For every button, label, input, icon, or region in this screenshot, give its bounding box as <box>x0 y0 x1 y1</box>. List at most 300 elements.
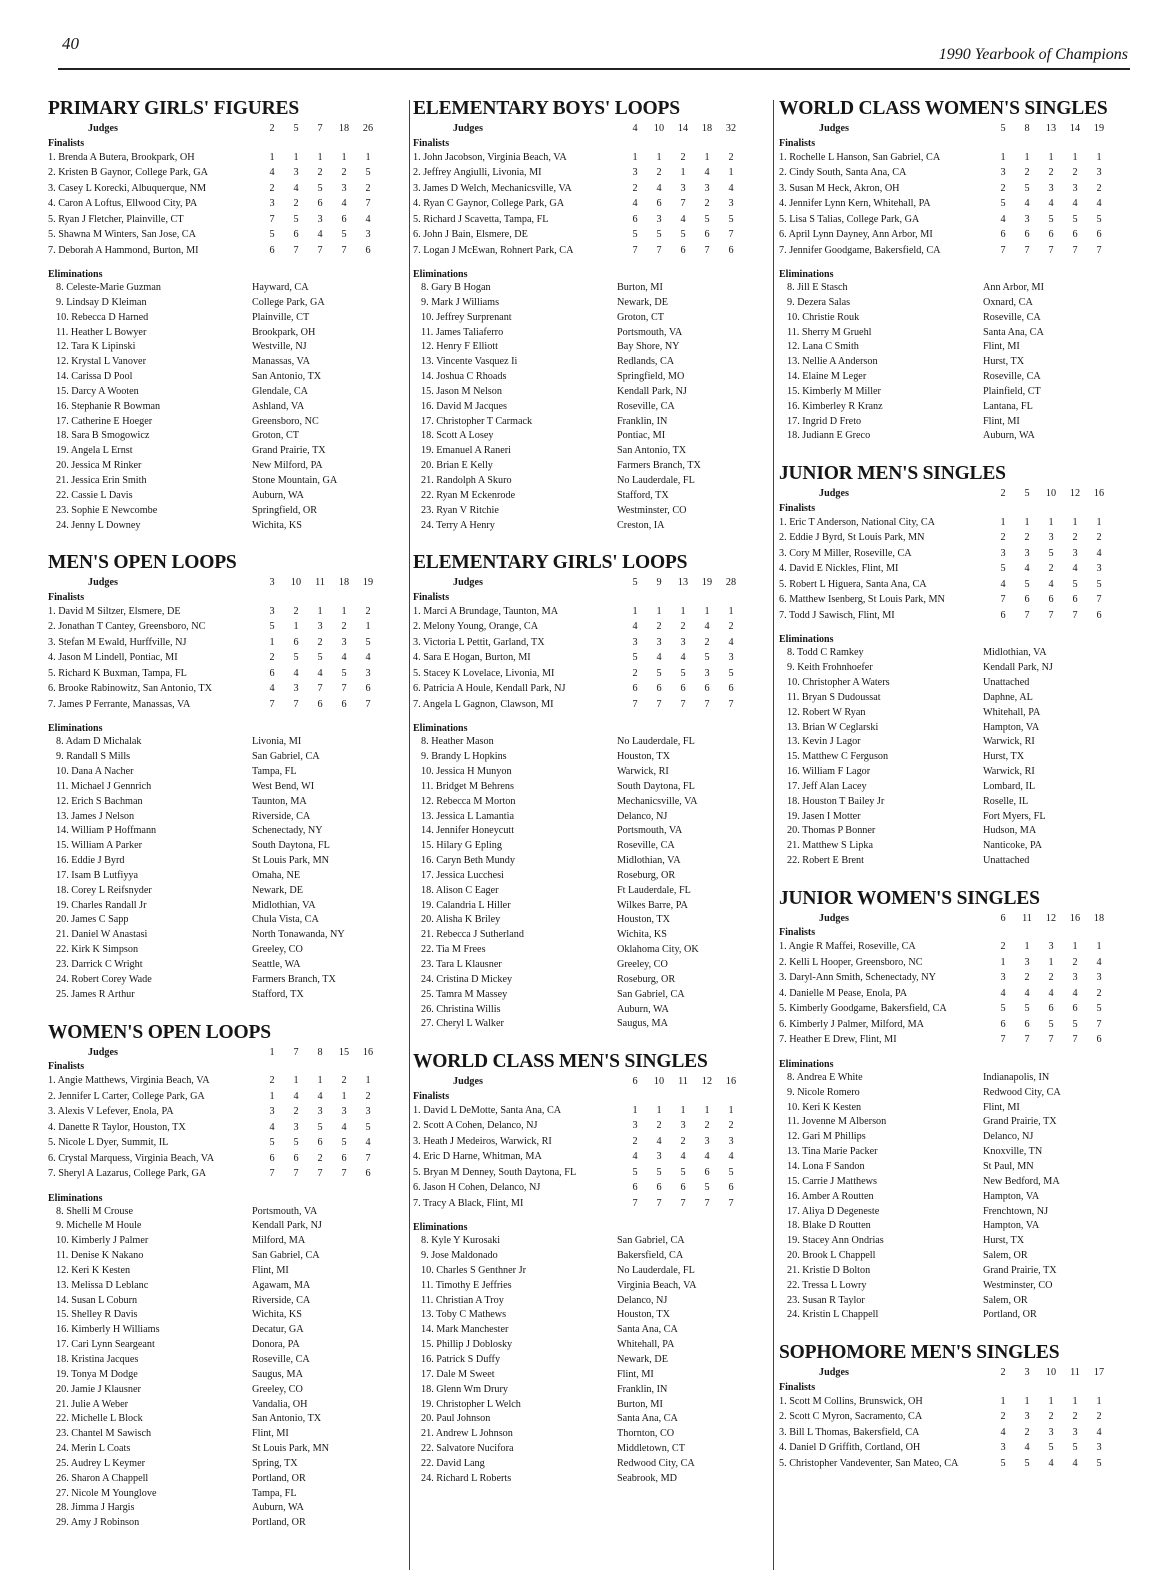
judge-placement: 5 <box>1096 213 1102 225</box>
judge-placement: 2 <box>1072 532 1078 544</box>
judge-number: 19 <box>362 577 374 589</box>
judge-placement: 2 <box>269 1075 275 1087</box>
skater-name: 12. Henry F Elliott <box>421 341 498 353</box>
column-divider <box>409 100 410 1570</box>
skater-city: Daphne, AL <box>983 691 1033 703</box>
judge-placement: 1 <box>365 621 371 633</box>
judge-placement: 2 <box>1000 941 1006 953</box>
judge-placement: 3 <box>1000 547 1006 559</box>
elimination-row <box>48 1249 380 1264</box>
finalist-name: 3. Heath J Medeiros, Warwick, RI <box>413 1135 552 1147</box>
skater-name: 24. Richard L Roberts <box>421 1472 512 1484</box>
judge-placement: 2 <box>1096 987 1102 999</box>
judge-placement: 6 <box>1024 1018 1030 1030</box>
finalist-row <box>48 243 380 259</box>
finalist-row <box>779 181 1111 197</box>
judge-placement: 7 <box>269 698 275 710</box>
elimination-row <box>413 839 743 854</box>
elimination-row <box>779 824 1111 839</box>
judge-placement: 7 <box>728 698 734 710</box>
judge-number: 19 <box>1093 123 1105 134</box>
judge-placement: 5 <box>632 652 638 664</box>
judge-placement: 7 <box>317 1168 323 1180</box>
judges-label: Judges <box>819 912 850 924</box>
elimination-row <box>413 1457 743 1472</box>
judge-placement: 3 <box>680 182 686 194</box>
finalist-row <box>413 165 743 181</box>
judge-placement: 1 <box>728 167 734 178</box>
elimination-row <box>48 370 380 385</box>
skater-city: Whitehall, PA <box>983 706 1041 718</box>
judge-placement: 3 <box>365 667 371 679</box>
skater-name: 19. Christopher L Welch <box>421 1398 521 1410</box>
elimination-row <box>413 355 743 370</box>
judge-placement: 2 <box>293 1106 299 1118</box>
judge-placement: 4 <box>317 1090 323 1102</box>
finalist-row <box>413 681 743 697</box>
elimination-row <box>48 824 380 839</box>
judge-placement: 4 <box>317 667 323 679</box>
finalist-row <box>413 1149 743 1165</box>
judge-number: 12 <box>1069 488 1081 500</box>
judge-placement: 7 <box>341 244 347 256</box>
skater-city: Greeley, CO <box>252 944 303 956</box>
judge-placement: 6 <box>728 1182 734 1194</box>
judge-placement: 5 <box>1000 198 1006 209</box>
judge-placement: 7 <box>1072 609 1078 621</box>
judge-placement: 3 <box>632 636 638 648</box>
judge-placement: 6 <box>269 244 275 256</box>
elimination-row <box>413 1412 743 1427</box>
skater-name: 15. Hilary G Epling <box>421 840 502 852</box>
judge-placement: 2 <box>728 1120 734 1132</box>
finalist-row <box>779 165 1111 181</box>
judge-placement: 7 <box>680 1197 686 1209</box>
finalists-label: Finalists <box>48 137 85 149</box>
elimination-row <box>413 1338 743 1353</box>
skater-city: St Louis Park, MN <box>252 855 329 867</box>
judge-placement: 2 <box>293 198 299 209</box>
judge-placement: 1 <box>365 151 371 163</box>
elimination-row <box>48 400 380 415</box>
elimination-row <box>413 1427 743 1442</box>
skater-name: 17. Dale M Sweet <box>421 1368 495 1380</box>
skater-city: Seabrook, MD <box>617 1472 677 1484</box>
finalist-row <box>779 1425 1111 1441</box>
elimination-row <box>48 1338 380 1353</box>
judge-placement: 2 <box>680 621 686 633</box>
judge-placement: 4 <box>1000 987 1006 999</box>
skater-name: 22. David Lang <box>421 1457 485 1469</box>
skater-name: 21. Randolph A Skuro <box>421 474 512 486</box>
elimination-row <box>779 1175 1111 1190</box>
judge-number: 8 <box>1024 123 1030 134</box>
elimination-row <box>413 1294 743 1309</box>
elimination-row <box>48 1219 380 1234</box>
skater-city: Frenchtown, NJ <box>983 1205 1049 1217</box>
finalist-row <box>48 1151 380 1167</box>
judge-placement: 4 <box>269 167 275 178</box>
skater-name: 14. William P Hoffmann <box>56 825 157 837</box>
judge-placement: 7 <box>1000 244 1006 256</box>
skater-city: Seattle, WA <box>252 959 301 970</box>
skater-city: Unattached <box>983 855 1030 867</box>
judge-placement: 1 <box>341 151 347 163</box>
elimination-row <box>413 854 743 869</box>
judge-placement: 7 <box>1000 1034 1006 1046</box>
judge-placement: 4 <box>341 1121 347 1133</box>
skater-name: 11. Michael J Gennrich <box>56 780 152 792</box>
judge-placement: 2 <box>1000 182 1006 194</box>
skater-city: San Antonio, TX <box>252 371 322 383</box>
skater-city: Brookpark, OH <box>252 326 316 338</box>
finalist-name: 5. Stacey K Lovelace, Livonia, MI <box>413 667 555 679</box>
skater-name: 22. Robert E Brent <box>787 855 864 867</box>
judge-placement: 1 <box>1000 151 1006 163</box>
judge-placement: 4 <box>728 182 734 194</box>
judge-placement: 4 <box>1000 213 1006 225</box>
judge-placement: 3 <box>1048 941 1054 953</box>
judge-placement: 1 <box>656 605 662 617</box>
skater-city: Middletown, CT <box>617 1443 685 1455</box>
skater-city: Warwick, RI <box>983 736 1035 748</box>
finalist-name: 2. Jennifer L Carter, College Park, GA <box>48 1090 205 1102</box>
judge-placement: 2 <box>317 1152 323 1164</box>
skater-name: 20. Jamie J Klausner <box>56 1383 141 1395</box>
skater-name: 13. Brian W Ceglarski <box>787 721 879 733</box>
judge-placement: 4 <box>341 652 347 664</box>
finalist-name: 4. Eric D Harne, Whitman, MA <box>413 1151 542 1163</box>
judge-placement: 1 <box>680 1104 686 1116</box>
finalist-row <box>779 955 1111 971</box>
judge-placement: 2 <box>728 151 734 163</box>
skater-name: 22. Michelle L Block <box>56 1413 143 1425</box>
judge-placement: 1 <box>269 636 275 648</box>
judge-placement: 1 <box>632 151 638 163</box>
finalist-name: 7. Todd J Sawisch, Flint, MI <box>779 609 895 621</box>
skater-name: 25. Tamra M Massey <box>421 988 508 1000</box>
finalist-row <box>779 592 1111 608</box>
judge-placement: 2 <box>341 167 347 178</box>
judge-placement: 7 <box>365 198 371 209</box>
results-section <box>48 1020 380 1532</box>
judge-placement: 4 <box>680 1151 686 1163</box>
skater-city: Delanco, NJ <box>983 1131 1034 1143</box>
finalist-name: 6. April Lynn Dayney, Ann Arbor, MI <box>779 229 933 240</box>
skater-city: Glendale, CA <box>252 385 309 397</box>
skater-name: 17. Aliya D Degeneste <box>787 1205 880 1217</box>
finalist-row <box>48 1104 380 1120</box>
skater-name: 17. Isam B Lutfiyya <box>56 869 139 881</box>
elimination-row <box>48 281 380 296</box>
judge-placement: 1 <box>341 1090 347 1102</box>
judge-placement: 5 <box>1072 213 1078 225</box>
skater-city: Flint, MI <box>252 1264 289 1276</box>
skater-city: Lombard, IL <box>983 780 1036 792</box>
judge-placement: 6 <box>1096 229 1102 240</box>
elimination-row <box>413 311 743 326</box>
skater-name: 20. Brian E Kelly <box>421 460 493 472</box>
judge-placement: 4 <box>1000 578 1006 590</box>
skater-city: Vandalia, OH <box>252 1398 308 1410</box>
elimination-row <box>48 385 380 400</box>
finalist-name: 2. Scott A Cohen, Delanco, NJ <box>413 1120 538 1132</box>
judge-number: 10 <box>290 577 302 589</box>
finalist-row <box>779 1456 1111 1472</box>
skater-city: Indianapolis, IN <box>983 1071 1050 1083</box>
finalist-row <box>48 619 380 635</box>
judge-number: 7 <box>293 1046 299 1058</box>
judge-placement: 1 <box>269 151 275 163</box>
judge-placement: 7 <box>1096 244 1102 256</box>
judge-placement: 3 <box>1096 167 1102 178</box>
finalist-name: 3. Alexis V Lefever, Enola, PA <box>48 1106 174 1118</box>
finalist-row <box>48 181 380 197</box>
skater-city: Plainfield, CT <box>983 385 1041 397</box>
results-section <box>413 550 743 1032</box>
elimination-row <box>48 1205 380 1220</box>
elimination-row <box>48 1516 380 1531</box>
judge-number: 12 <box>701 1076 713 1088</box>
skater-name: 11. Christian A Troy <box>421 1294 504 1306</box>
elimination-row <box>413 913 743 928</box>
judge-placement: 5 <box>680 1166 686 1178</box>
judge-placement: 6 <box>365 244 371 256</box>
elimination-row <box>779 385 1111 400</box>
elimination-row <box>48 519 380 534</box>
eliminations-label: Eliminations <box>413 269 468 280</box>
skater-name: 10. Christie Rouk <box>787 311 860 323</box>
skater-city: Roseburg, OR <box>617 869 676 881</box>
judge-placement: 1 <box>1072 941 1078 953</box>
elimination-row <box>48 474 380 489</box>
finalist-name: 1. David L DeMotte, Santa Ana, CA <box>413 1104 562 1116</box>
judge-placement: 1 <box>1096 941 1102 953</box>
skater-name: 12. Robert W Ryan <box>787 706 866 718</box>
judge-placement: 7 <box>1024 609 1030 621</box>
skater-city: West Bend, WI <box>252 780 315 792</box>
judge-placement: 6 <box>632 213 638 225</box>
finalists-label: Finalists <box>779 1381 816 1393</box>
judge-placement: 4 <box>1096 198 1102 209</box>
judge-placement: 5 <box>704 652 710 664</box>
finalist-row <box>413 150 743 166</box>
elimination-row <box>48 913 380 928</box>
judge-placement: 5 <box>680 229 686 240</box>
judge-placement: 3 <box>317 621 323 633</box>
skater-name: 8. Celeste-Marie Guzman <box>56 282 161 293</box>
judge-placement: 7 <box>1072 1034 1078 1046</box>
eliminations-label: Eliminations <box>413 1222 468 1234</box>
judge-placement: 5 <box>293 213 299 225</box>
judge-placement: 5 <box>728 667 734 679</box>
skater-name: 13. Jessica L Lamantia <box>421 810 514 822</box>
finalist-name: 5. Bryan M Denney, South Daytona, FL <box>413 1166 577 1178</box>
judge-number: 10 <box>1045 1367 1057 1379</box>
judge-placement: 1 <box>1024 941 1030 953</box>
judge-placement: 4 <box>1072 1457 1078 1469</box>
skater-city: Kendall Park, NJ <box>617 385 687 397</box>
skater-name: 22. Kirk K Simpson <box>56 944 139 956</box>
elimination-row <box>413 943 743 958</box>
skater-name: 18. Houston T Bailey Jr <box>787 795 885 807</box>
judge-placement: 2 <box>1096 532 1102 544</box>
skater-city: Ft Lauderdale, FL <box>617 884 691 896</box>
finalist-name: 6. Crystal Marquess, Virginia Beach, VA <box>48 1152 215 1164</box>
elimination-row <box>779 780 1111 795</box>
elimination-row <box>779 765 1111 780</box>
elimination-row <box>413 1323 743 1338</box>
finalist-row <box>779 150 1111 166</box>
judge-placement: 3 <box>1048 532 1054 544</box>
judge-placement: 1 <box>1000 956 1006 968</box>
finalist-name: 2. Jeffrey Angiulli, Livonia, MI <box>413 167 542 178</box>
judge-placement: 2 <box>365 605 371 617</box>
elimination-row <box>779 646 1111 661</box>
skater-city: North Tonawanda, NY <box>252 929 345 941</box>
judge-placement: 7 <box>341 683 347 695</box>
skater-city: Hampton, VA <box>983 1190 1040 1202</box>
skater-city: Newark, DE <box>617 1353 668 1365</box>
judge-placement: 1 <box>632 1104 638 1116</box>
elimination-row <box>48 1368 380 1383</box>
judge-placement: 7 <box>1048 1034 1054 1046</box>
skater-name: 15. Matthew C Ferguson <box>787 751 889 763</box>
skater-name: 9. Mark J Williams <box>421 296 500 308</box>
elimination-row <box>779 661 1111 676</box>
skater-name: 25. James R Arthur <box>56 988 135 1000</box>
judge-placement: 6 <box>1072 594 1078 606</box>
judge-placement: 5 <box>704 213 710 225</box>
judge-placement: 4 <box>365 1137 371 1149</box>
elimination-row <box>48 765 380 780</box>
elimination-row <box>413 1003 743 1018</box>
judge-placement: 1 <box>728 605 734 617</box>
skater-city: Mechanicsville, VA <box>617 795 698 807</box>
skater-city: Franklin, IN <box>617 1383 668 1395</box>
elimination-row <box>779 1086 1111 1101</box>
skater-city: Roselle, IL <box>983 795 1029 807</box>
elimination-row <box>779 1249 1111 1264</box>
skater-city: Hurst, TX <box>983 356 1025 368</box>
skater-name: 15. Carrie J Matthews <box>787 1175 877 1187</box>
judge-placement: 4 <box>704 167 710 178</box>
judge-placement: 5 <box>365 1121 371 1133</box>
judge-placement: 6 <box>1096 1034 1102 1046</box>
judge-placement: 6 <box>1000 1018 1006 1030</box>
elimination-row <box>48 1353 380 1368</box>
skater-city: Ashland, VA <box>252 400 305 412</box>
elimination-row <box>413 1398 743 1413</box>
skater-city: Portland, OR <box>252 1472 306 1484</box>
finalists-label: Finalists <box>779 502 816 514</box>
skater-city: New Milford, PA <box>252 460 323 472</box>
skater-city: Warwick, RI <box>617 766 669 778</box>
skater-name: 13. Melissa D Leblanc <box>56 1279 149 1291</box>
judge-placement: 1 <box>728 1104 734 1116</box>
elimination-row <box>413 958 743 973</box>
elimination-row <box>413 988 743 1003</box>
judge-placement: 2 <box>317 167 323 178</box>
section-title: JUNIOR WOMEN'S SINGLES <box>779 887 1040 909</box>
judge-placement: 3 <box>293 683 299 695</box>
skater-city: Grand Prairie, TX <box>983 1116 1057 1128</box>
judge-placement: 3 <box>269 198 275 209</box>
judge-placement: 2 <box>632 1135 638 1147</box>
skater-name: 19. Angela L Ernst <box>56 445 133 457</box>
finalist-name: 2. Scott C Myron, Sacramento, CA <box>779 1411 923 1423</box>
skater-city: Livonia, MI <box>252 736 302 748</box>
judge-placement: 7 <box>1000 594 1006 606</box>
skater-name: 26. Sharon A Chappell <box>56 1472 149 1484</box>
skater-name: 19. Calandria L Hiller <box>421 899 511 911</box>
skater-name: 20. James C Sapp <box>56 914 129 926</box>
finalist-name: 7. Sheryl A Lazarus, College Park, GA <box>48 1168 207 1180</box>
finalists-label: Finalists <box>413 1090 450 1102</box>
judge-placement: 6 <box>1072 229 1078 240</box>
elimination-row <box>779 691 1111 706</box>
skater-city: Portsmouth, VA <box>252 1205 318 1217</box>
finalist-name: 3. Daryl-Ann Smith, Schenectady, NY <box>779 972 936 984</box>
elimination-row <box>48 1412 380 1427</box>
skater-name: 19. Charles Randall Jr <box>56 899 147 911</box>
results-section <box>48 550 380 1002</box>
judge-placement: 5 <box>317 652 323 664</box>
skater-city: Groton, CT <box>252 430 299 442</box>
judge-placement: 5 <box>293 652 299 664</box>
judge-placement: 7 <box>1048 244 1054 256</box>
skater-name: 17. Jessica Lucchesi <box>421 869 504 881</box>
judge-placement: 3 <box>1096 972 1102 984</box>
skater-name: 15. Shelley R Davis <box>56 1309 138 1321</box>
skater-city: Whitehall, PA <box>617 1339 675 1351</box>
judge-placement: 5 <box>1048 1442 1054 1454</box>
finalists-label: Finalists <box>48 1061 85 1073</box>
page-header <box>58 28 1130 70</box>
judge-placement: 1 <box>704 151 710 163</box>
judge-number: 18 <box>338 123 350 134</box>
judge-placement: 5 <box>656 667 662 679</box>
finalists-label: Finalists <box>413 137 450 149</box>
judge-placement: 6 <box>1024 594 1030 606</box>
finalist-name: 1. David M Siltzer, Elsmere, DE <box>48 605 181 617</box>
finalist-name: 4. Ryan C Gaynor, College Park, GA <box>413 198 565 209</box>
judge-number: 14 <box>677 123 689 134</box>
results-section <box>779 886 1111 1323</box>
judge-placement: 4 <box>1072 198 1078 209</box>
finalist-name: 2. Eddie J Byrd, St Louis Park, MN <box>779 532 925 544</box>
skater-city: Farmers Branch, TX <box>252 973 336 985</box>
judge-placement: 5 <box>1000 563 1006 575</box>
judge-placement: 5 <box>1024 1003 1030 1015</box>
judge-placement: 6 <box>1000 609 1006 621</box>
skater-name: 14. Carissa D Pool <box>56 371 133 383</box>
skater-city: Houston, TX <box>617 914 671 926</box>
judge-placement: 1 <box>656 1104 662 1116</box>
judge-placement: 1 <box>1024 151 1030 163</box>
elimination-row <box>413 400 743 415</box>
judge-placement: 5 <box>1000 1457 1006 1469</box>
elimination-row <box>48 1308 380 1323</box>
judge-placement: 6 <box>1000 229 1006 240</box>
finalist-name: 5. Nicole L Dyer, Summit, IL <box>48 1137 169 1149</box>
elimination-row <box>779 1190 1111 1205</box>
judge-placement: 1 <box>1024 516 1030 528</box>
elimination-row <box>413 928 743 943</box>
elimination-row <box>48 1472 380 1487</box>
judge-placement: 5 <box>341 229 347 240</box>
skater-city: Oxnard, CA <box>983 296 1033 308</box>
